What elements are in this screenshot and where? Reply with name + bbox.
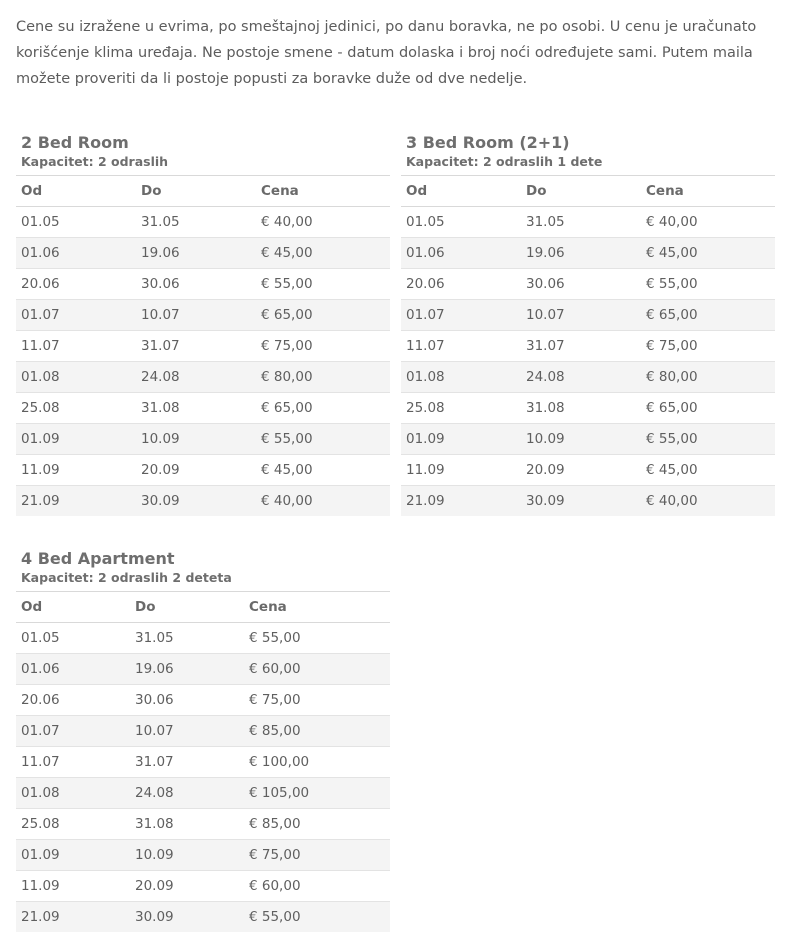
column-header-price: Cena bbox=[256, 176, 390, 207]
date-from-cell: 21.09 bbox=[16, 486, 136, 517]
room-title: 4 Bed Apartment bbox=[21, 549, 175, 568]
table-row bbox=[16, 238, 390, 269]
date-from-cell: 25.08 bbox=[401, 393, 521, 424]
date-from-cell: 11.09 bbox=[16, 455, 136, 486]
table-row bbox=[401, 424, 775, 455]
date-to-cell: 10.07 bbox=[136, 300, 256, 331]
date-to-cell: 10.09 bbox=[521, 424, 641, 455]
date-to-cell: 31.05 bbox=[130, 623, 244, 654]
table-row bbox=[16, 300, 390, 331]
price-cell: € 65,00 bbox=[641, 393, 775, 424]
price-cell: € 75,00 bbox=[244, 840, 390, 871]
table-row bbox=[16, 424, 390, 455]
table-row bbox=[16, 809, 390, 840]
date-from-cell: 01.09 bbox=[16, 424, 136, 455]
room-capacity: Kapacitet: 2 odraslih bbox=[21, 154, 169, 169]
column-header-price: Cena bbox=[641, 176, 775, 207]
date-to-cell: 19.06 bbox=[136, 238, 256, 269]
price-table bbox=[16, 175, 390, 516]
price-cell: € 100,00 bbox=[244, 747, 390, 778]
date-to-cell: 30.09 bbox=[130, 902, 244, 933]
table-row bbox=[401, 300, 775, 331]
date-from-cell: 11.07 bbox=[16, 747, 130, 778]
column-header-to: Do bbox=[136, 176, 256, 207]
price-cell: € 75,00 bbox=[641, 331, 775, 362]
column-header-from: Od bbox=[16, 592, 130, 623]
date-from-cell: 11.07 bbox=[401, 331, 521, 362]
date-from-cell: 01.08 bbox=[16, 778, 130, 809]
price-cell: € 55,00 bbox=[244, 902, 390, 933]
date-to-cell: 10.07 bbox=[521, 300, 641, 331]
date-from-cell: 25.08 bbox=[16, 393, 136, 424]
price-cell: € 55,00 bbox=[256, 269, 390, 300]
column-header-price: Cena bbox=[244, 592, 390, 623]
table-row bbox=[16, 902, 390, 933]
price-table bbox=[16, 591, 390, 932]
price-cell: € 45,00 bbox=[641, 238, 775, 269]
date-from-cell: 20.06 bbox=[16, 269, 136, 300]
price-cell: € 55,00 bbox=[256, 424, 390, 455]
table-row bbox=[16, 455, 390, 486]
price-cell: € 55,00 bbox=[641, 269, 775, 300]
date-from-cell: 20.06 bbox=[401, 269, 521, 300]
date-from-cell: 01.05 bbox=[16, 623, 130, 654]
table-row bbox=[16, 331, 390, 362]
date-to-cell: 30.09 bbox=[521, 486, 641, 517]
column-header-from: Od bbox=[401, 176, 521, 207]
date-to-cell: 10.09 bbox=[136, 424, 256, 455]
price-cell: € 40,00 bbox=[256, 207, 390, 238]
date-to-cell: 31.07 bbox=[130, 747, 244, 778]
price-cell: € 85,00 bbox=[244, 716, 390, 747]
table-header-row bbox=[16, 176, 390, 207]
table-row bbox=[401, 207, 775, 238]
date-from-cell: 01.09 bbox=[16, 840, 130, 871]
table-row bbox=[16, 716, 390, 747]
table-row bbox=[401, 362, 775, 393]
date-to-cell: 20.09 bbox=[130, 871, 244, 902]
price-block-4-bed-apartment bbox=[16, 549, 390, 932]
table-header-row bbox=[16, 592, 390, 623]
date-to-cell: 24.08 bbox=[130, 778, 244, 809]
table-row bbox=[16, 362, 390, 393]
price-cell: € 75,00 bbox=[244, 685, 390, 716]
date-from-cell: 11.07 bbox=[16, 331, 136, 362]
table-row bbox=[16, 840, 390, 871]
table-row bbox=[401, 269, 775, 300]
date-from-cell: 01.08 bbox=[16, 362, 136, 393]
price-cell: € 60,00 bbox=[244, 871, 390, 902]
date-from-cell: 21.09 bbox=[401, 486, 521, 517]
date-from-cell: 01.06 bbox=[401, 238, 521, 269]
date-from-cell: 01.05 bbox=[16, 207, 136, 238]
table-row bbox=[16, 623, 390, 654]
price-table bbox=[401, 175, 775, 516]
date-from-cell: 01.08 bbox=[401, 362, 521, 393]
table-row bbox=[401, 486, 775, 517]
table-row bbox=[16, 207, 390, 238]
date-to-cell: 31.07 bbox=[136, 331, 256, 362]
room-title: 3 Bed Room (2+1) bbox=[406, 133, 570, 152]
date-to-cell: 20.09 bbox=[521, 455, 641, 486]
date-from-cell: 21.09 bbox=[16, 902, 130, 933]
date-from-cell: 01.06 bbox=[16, 238, 136, 269]
date-to-cell: 30.06 bbox=[130, 685, 244, 716]
column-header-to: Do bbox=[130, 592, 244, 623]
table-row bbox=[16, 747, 390, 778]
date-from-cell: 01.07 bbox=[16, 716, 130, 747]
price-cell: € 60,00 bbox=[244, 654, 390, 685]
date-to-cell: 30.06 bbox=[521, 269, 641, 300]
date-to-cell: 10.09 bbox=[130, 840, 244, 871]
date-from-cell: 01.05 bbox=[401, 207, 521, 238]
table-row bbox=[401, 331, 775, 362]
table-row bbox=[16, 778, 390, 809]
date-to-cell: 31.08 bbox=[521, 393, 641, 424]
date-from-cell: 01.09 bbox=[401, 424, 521, 455]
table-row bbox=[16, 871, 390, 902]
date-from-cell: 20.06 bbox=[16, 685, 130, 716]
column-header-from: Od bbox=[16, 176, 136, 207]
date-to-cell: 31.05 bbox=[521, 207, 641, 238]
date-to-cell: 30.06 bbox=[136, 269, 256, 300]
date-to-cell: 30.09 bbox=[136, 486, 256, 517]
room-title: 2 Bed Room bbox=[21, 133, 129, 152]
table-row bbox=[16, 654, 390, 685]
price-cell: € 65,00 bbox=[256, 300, 390, 331]
date-from-cell: 01.07 bbox=[16, 300, 136, 331]
date-to-cell: 24.08 bbox=[521, 362, 641, 393]
date-to-cell: 31.05 bbox=[136, 207, 256, 238]
pricing-intro-text: Cene su izražene u evrima, po smeštajnoj jedinici, po danu boravka, ne po osobi. U cenu je uračunato korišćenje klima uređaja. Ne postoje smene - datum dolaska i broj noći određujete sami. Putem maila možete proveriti da li postoje popusti za boravke duže od dve nedelje. bbox=[16, 19, 757, 87]
price-cell: € 40,00 bbox=[641, 486, 775, 517]
price-cell: € 55,00 bbox=[244, 623, 390, 654]
table-row bbox=[16, 393, 390, 424]
date-from-cell: 11.09 bbox=[16, 871, 130, 902]
price-cell: € 80,00 bbox=[256, 362, 390, 393]
table-row bbox=[401, 393, 775, 424]
price-cell: € 65,00 bbox=[256, 393, 390, 424]
price-block-3-bed-room bbox=[401, 133, 775, 516]
date-to-cell: 31.07 bbox=[521, 331, 641, 362]
price-cell: € 45,00 bbox=[256, 238, 390, 269]
date-to-cell: 31.08 bbox=[136, 393, 256, 424]
date-to-cell: 20.09 bbox=[136, 455, 256, 486]
price-cell: € 55,00 bbox=[641, 424, 775, 455]
room-capacity: Kapacitet: 2 odraslih 1 dete bbox=[406, 154, 603, 169]
table-header-row bbox=[401, 176, 775, 207]
date-from-cell: 01.06 bbox=[16, 654, 130, 685]
date-to-cell: 19.06 bbox=[521, 238, 641, 269]
date-from-cell: 01.07 bbox=[401, 300, 521, 331]
price-cell: € 45,00 bbox=[256, 455, 390, 486]
price-cell: € 85,00 bbox=[244, 809, 390, 840]
date-from-cell: 25.08 bbox=[16, 809, 130, 840]
date-from-cell: 11.09 bbox=[401, 455, 521, 486]
price-block-2-bed-room bbox=[16, 133, 390, 516]
table-row bbox=[16, 685, 390, 716]
table-row bbox=[401, 455, 775, 486]
table-row bbox=[16, 269, 390, 300]
date-to-cell: 24.08 bbox=[136, 362, 256, 393]
price-cell: € 45,00 bbox=[641, 455, 775, 486]
price-cell: € 105,00 bbox=[244, 778, 390, 809]
date-to-cell: 31.08 bbox=[130, 809, 244, 840]
price-cell: € 40,00 bbox=[641, 207, 775, 238]
price-cell: € 75,00 bbox=[256, 331, 390, 362]
room-capacity: Kapacitet: 2 odraslih 2 deteta bbox=[21, 570, 232, 585]
date-to-cell: 19.06 bbox=[130, 654, 244, 685]
price-cell: € 40,00 bbox=[256, 486, 390, 517]
price-cell: € 65,00 bbox=[641, 300, 775, 331]
date-to-cell: 10.07 bbox=[130, 716, 244, 747]
table-row bbox=[16, 486, 390, 517]
column-header-to: Do bbox=[521, 176, 641, 207]
table-row bbox=[401, 238, 775, 269]
price-cell: € 80,00 bbox=[641, 362, 775, 393]
